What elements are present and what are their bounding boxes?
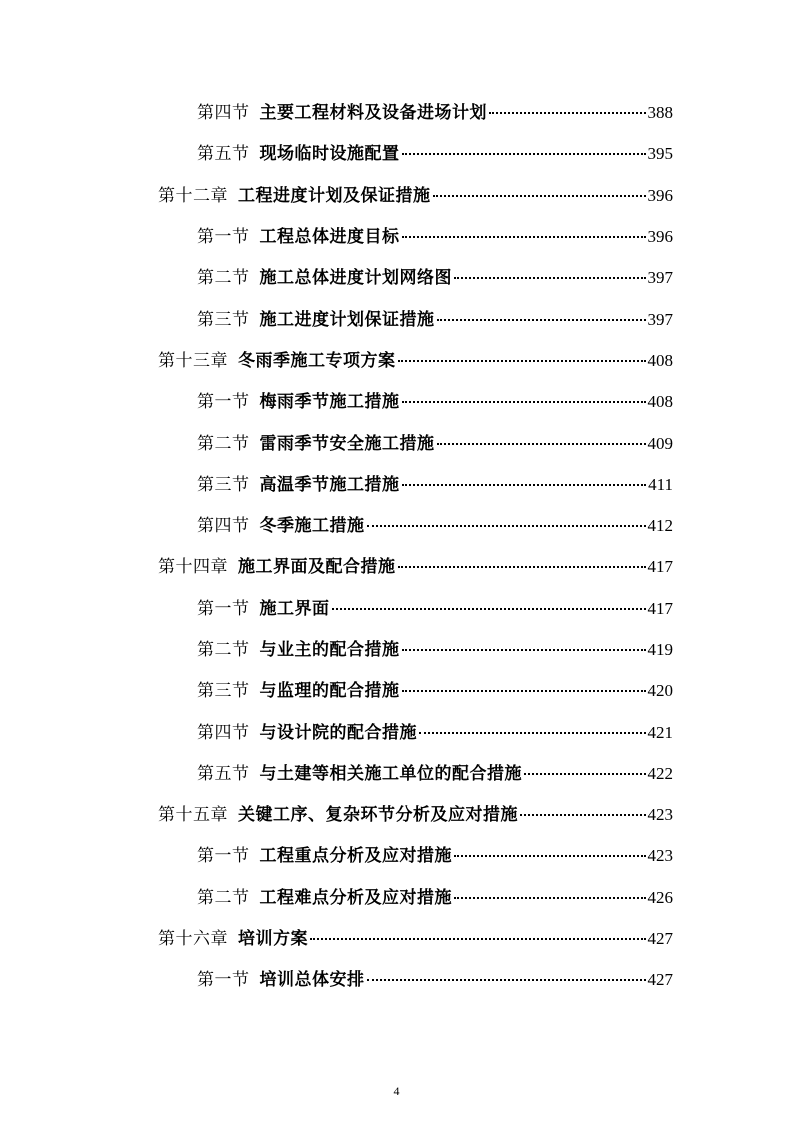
toc-entry-page: 427 [647, 970, 673, 990]
toc-entry-page: 420 [647, 681, 673, 701]
toc-entry-page: 421 [647, 722, 673, 742]
toc-section-entry[interactable] [0, 627, 793, 668]
toc-section-entry[interactable] [0, 503, 793, 544]
toc-section-entry[interactable] [0, 709, 793, 750]
toc-entry-title: 施工进度计划保证措施 [259, 309, 435, 330]
toc-entry-page: 427 [647, 929, 673, 949]
toc-entry-page: 388 [647, 103, 673, 123]
dot-leader [454, 897, 646, 899]
toc-entry-page: 409 [647, 433, 673, 453]
toc-section-entry[interactable] [0, 255, 793, 296]
toc-entry-number: 第二节 [197, 640, 250, 660]
toc-entry-page: 422 [647, 763, 673, 783]
toc-section-entry[interactable] [0, 668, 793, 709]
toc-entry-number: 第三节 [197, 474, 250, 495]
toc-entry-number: 第三节 [197, 681, 250, 702]
toc-entry-title: 施工界面及配合措施 [238, 557, 396, 578]
toc-entry-title: 工程总体进度目标 [259, 227, 400, 248]
toc-entry-title: 雷雨季节安全施工措施 [259, 433, 435, 454]
dot-leader [332, 608, 646, 610]
toc-chapter-entry[interactable] [0, 544, 793, 585]
toc-entry-page: 412 [647, 516, 673, 536]
toc-chapter-entry[interactable] [0, 916, 793, 957]
table-of-contents [0, 90, 793, 999]
toc-entry-title: 工程重点分析及应对措施 [259, 846, 452, 867]
toc-entry-page: 408 [647, 350, 673, 370]
dot-leader [402, 236, 646, 238]
toc-entry-title: 工程进度计划及保证措施 [238, 185, 431, 206]
dot-leader [367, 525, 646, 527]
toc-entry-number: 第四节 [197, 103, 250, 124]
toc-section-entry[interactable] [0, 296, 793, 337]
dot-leader [454, 277, 646, 279]
toc-entry-page: 395 [647, 144, 673, 164]
dot-leader [520, 814, 646, 816]
toc-entry-page: 417 [647, 557, 673, 577]
dot-leader [402, 401, 646, 403]
toc-entry-page: 408 [647, 392, 673, 412]
toc-entry-number: 第十三章 [158, 350, 228, 371]
toc-entry-title: 工程难点分析及应对措施 [259, 887, 452, 908]
toc-entry-number: 第四节 [197, 516, 250, 537]
toc-entry-title: 培训总体安排 [259, 970, 365, 991]
toc-entry-page: 396 [647, 185, 673, 205]
toc-entry-title: 高温季节施工措施 [259, 474, 400, 495]
toc-section-entry[interactable] [0, 586, 793, 627]
toc-entry-page: 397 [647, 268, 673, 288]
toc-section-entry[interactable] [0, 420, 793, 461]
toc-section-entry[interactable] [0, 90, 793, 131]
toc-entry-number: 第二节 [197, 268, 250, 289]
toc-entry-page: 426 [647, 887, 673, 907]
toc-entry-number: 第四节 [197, 722, 250, 743]
toc-entry-page: 397 [647, 309, 673, 329]
toc-entry-title: 关键工序、复杂环节分析及应对措施 [238, 805, 518, 826]
dot-leader [437, 319, 646, 321]
dot-leader [367, 979, 646, 981]
toc-entry-page: 419 [647, 640, 673, 659]
toc-chapter-entry[interactable] [0, 338, 793, 379]
toc-section-entry[interactable] [0, 462, 793, 503]
toc-entry-number: 第二节 [197, 887, 250, 908]
toc-entry-title: 与土建等相关施工单位的配合措施 [259, 763, 522, 784]
toc-entry-title: 培训方案 [238, 929, 308, 950]
dot-leader [398, 360, 646, 362]
toc-entry-number: 第一节 [197, 970, 250, 991]
toc-entry-number: 第十二章 [158, 185, 228, 206]
toc-section-entry[interactable] [0, 131, 793, 172]
toc-entry-page: 396 [647, 227, 673, 247]
toc-entry-title: 与业主的配合措施 [259, 640, 400, 660]
toc-entry-number: 第一节 [197, 598, 250, 619]
toc-entry-page: 417 [647, 598, 673, 618]
toc-entry-number: 第三节 [197, 309, 250, 330]
dot-leader [402, 690, 646, 692]
toc-entry-page: 423 [647, 846, 673, 866]
toc-entry-title: 主要工程材料及设备进场计划 [259, 103, 487, 124]
toc-entry-page: 423 [647, 805, 673, 825]
toc-entry-title: 施工界面 [259, 598, 330, 619]
toc-entry-page: 411 [648, 474, 673, 494]
dot-leader [419, 732, 646, 734]
dot-leader [310, 938, 646, 940]
dot-leader [454, 855, 646, 857]
toc-section-entry[interactable] [0, 833, 793, 874]
toc-entry-title: 冬季施工措施 [259, 516, 365, 537]
toc-section-entry[interactable] [0, 957, 793, 998]
toc-chapter-entry[interactable] [0, 792, 793, 833]
toc-entry-title: 施工总体进度计划网络图 [259, 268, 452, 289]
toc-section-entry[interactable] [0, 214, 793, 255]
toc-section-entry[interactable] [0, 875, 793, 916]
toc-entry-number: 第一节 [197, 227, 250, 248]
page-number: 4 [393, 1084, 400, 1098]
toc-entry-title: 与设计院的配合措施 [259, 722, 417, 743]
toc-chapter-entry[interactable] [0, 173, 793, 214]
dot-leader [437, 443, 646, 445]
toc-entry-title: 梅雨季节施工措施 [259, 392, 400, 413]
dot-leader [524, 773, 646, 775]
toc-entry-number: 第一节 [197, 392, 250, 413]
toc-entry-number: 第十五章 [158, 805, 228, 826]
dot-leader [402, 153, 646, 155]
toc-entry-number: 第一节 [197, 846, 250, 867]
toc-section-entry[interactable] [0, 751, 793, 792]
toc-entry-number: 第十四章 [158, 557, 228, 578]
dot-leader [402, 484, 647, 486]
dot-leader [398, 566, 646, 568]
toc-entry-title: 现场临时设施配置 [259, 144, 400, 165]
dot-leader [433, 195, 646, 197]
toc-entry-title: 冬雨季施工专项方案 [238, 350, 396, 371]
dot-leader [402, 649, 646, 651]
dot-leader [489, 112, 646, 114]
toc-entry-number: 第十六章 [158, 929, 228, 950]
toc-entry-number: 第五节 [197, 144, 250, 165]
toc-section-entry[interactable] [0, 379, 793, 420]
toc-entry-number: 第五节 [197, 763, 250, 784]
toc-entry-title: 与监理的配合措施 [259, 681, 400, 702]
toc-entry-number: 第二节 [197, 433, 250, 454]
